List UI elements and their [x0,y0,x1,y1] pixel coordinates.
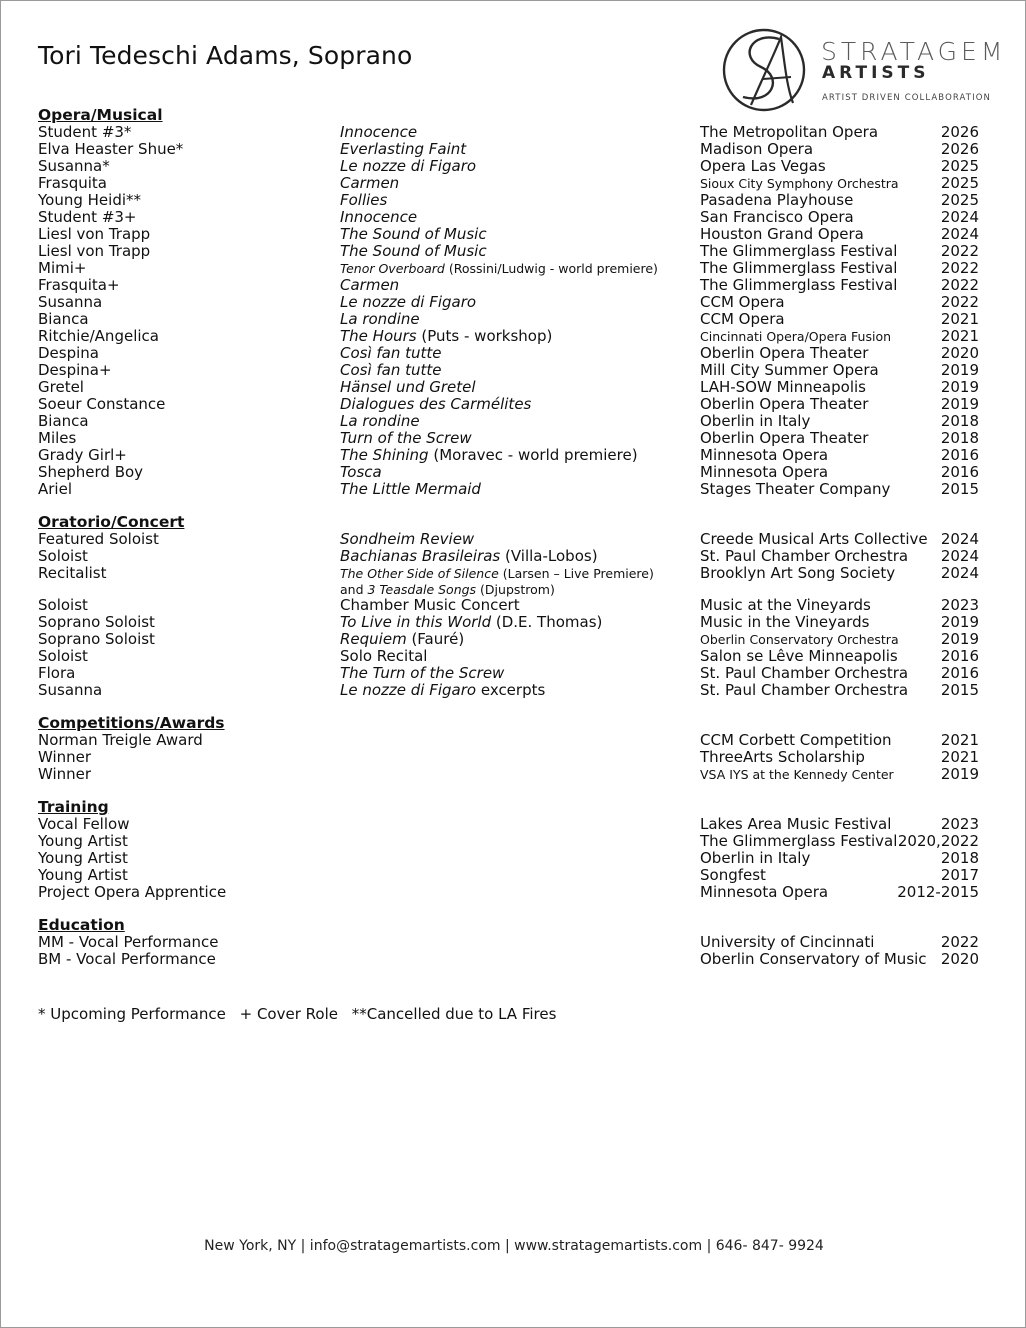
resume-row [38,430,983,447]
work-line [340,613,602,631]
year-cell: 2022 [940,293,979,311]
role-cell: Flora [38,664,76,682]
work-cell [340,464,382,481]
venue-cell: University of Cincinnati [700,933,875,951]
work-title: Così fan tutte [340,361,442,379]
work-line [340,463,382,481]
work-line [340,446,638,464]
year-cell: 2016 [940,463,979,481]
resume-row [38,243,983,260]
work-line [340,378,476,396]
work-line [340,412,420,430]
role-cell: Soprano Soloist [38,613,155,631]
section-title: Competitions/Awards [38,714,225,732]
work-title: Carmen [340,276,400,294]
work-line [340,344,442,362]
work-line [340,480,481,498]
venue-cell: ThreeArts Scholarship [700,748,865,766]
work-title: Carmen [340,174,400,192]
work-line [340,681,545,699]
resume-row [38,548,983,565]
year-cell: 2016 [940,664,979,682]
work-cell [340,226,487,243]
resume-row [38,867,983,884]
year-cell: 2020 [940,950,979,968]
resume-row [38,934,983,951]
work-title: Hänsel und Gretel [340,378,476,396]
year-cell: 2024 [940,564,979,582]
work-note: Chamber Music Concert [340,596,520,614]
role-cell: Frasquita+ [38,276,120,294]
section-opera [38,107,983,498]
work-line [340,276,399,294]
resume-row [38,597,983,614]
section-rows [38,816,983,901]
resume-row [38,464,983,481]
work-title: The Other Side of Silence [340,566,499,581]
venue-cell: Sioux City Symphony Orchestra [700,176,899,191]
venue-cell: Houston Grand Opera [700,225,864,243]
resume-row [38,141,983,158]
work-line [340,664,504,682]
role-cell: Grady Girl+ [38,446,127,464]
venue-cell: Creede Musical Arts Collective [700,530,928,548]
work-cell [340,362,442,379]
year-cell: 2015 [940,681,979,699]
resume-row [38,209,983,226]
venue-cell: Minnesota Opera [700,883,829,901]
role-cell: Featured Soloist [38,530,159,548]
venue-cell: Opera Las Vegas [700,157,826,175]
section-title: Opera/Musical [38,106,163,124]
venue-cell: Stages Theater Company [700,480,891,498]
work-cell [340,141,466,158]
year-cell: 2012-2015 [897,883,979,901]
section-training [38,799,983,901]
work-cell [340,311,420,328]
year-cell: 2018 [940,429,979,447]
resume-row [38,665,983,682]
work-cell [340,379,476,396]
work-line [340,547,598,565]
venue-cell: The Glimmerglass Festival [700,242,898,260]
work-cell [340,430,472,447]
year-cell: 2015 [940,480,979,498]
work-cell [340,345,442,362]
year-cell: 2022 [940,933,979,951]
work-cell [340,682,545,699]
section-rows [38,531,983,699]
venue-cell: VSA IYS at the Kennedy Center [700,767,894,782]
year-cell: 2023 [940,815,979,833]
venue-cell: The Glimmerglass Festival [700,259,898,277]
work-title: The Little Mermaid [340,480,481,498]
brand-subname: ARTISTS [822,63,930,83]
year-cell: 2019 [940,395,979,413]
venue-cell: Songfest [700,866,766,884]
footer-contact: New York, NY | info@stratagemartists.com | www.stratagemartists.com | 646- 847- 9924 [204,1238,824,1254]
work-title: Le nozze di Figaro [340,681,477,699]
role-cell: Ritchie/Angelica [38,327,159,345]
work-title: Dialogues des Carmélites [340,395,532,413]
venue-cell: The Glimmerglass Festival [700,276,898,294]
work-cell [340,597,520,614]
year-cell: 2018 [940,849,979,867]
year-cell: 2016 [940,446,979,464]
section-education [38,917,983,968]
work-cell [340,447,638,464]
work-cell [340,565,654,597]
venue-cell: CCM Opera [700,293,785,311]
resume-row [38,413,983,430]
work-cell [340,481,481,498]
venue-cell: St. Paul Chamber Orchestra [700,547,909,565]
legend-upcoming: * Upcoming Performance [38,1005,226,1023]
year-cell: 2024 [940,530,979,548]
resume-row [38,884,983,901]
role-cell: Recitalist [38,564,107,582]
brand-name: STRATAGEM [821,37,1007,66]
work-line [340,565,654,582]
venue-cell: Music in the Vineyards [700,613,870,631]
role-cell: BM - Vocal Performance [38,950,216,968]
role-cell: Young Artist [38,849,128,867]
venue-cell: St. Paul Chamber Orchestra [700,681,909,699]
venue-cell: Lakes Area Music Festival [700,815,892,833]
venue-cell: Minnesota Opera [700,463,829,481]
legend-cover: + Cover Role [239,1005,338,1023]
work-line [340,140,466,158]
year-cell: 2021 [940,748,979,766]
role-cell: Winner [38,748,92,766]
work-cell [340,614,602,631]
work-line [340,395,531,413]
year-cell: 2024 [940,547,979,565]
work-note: (Moravec - world premiere) [428,446,638,464]
resume-row [38,192,983,209]
role-cell: Susanna [38,293,103,311]
work-title: La rondine [340,412,420,430]
role-cell: Frasquita [38,174,107,192]
resume-row [38,951,983,968]
section-title: Oratorio/Concert [38,513,185,531]
work-title: Turn of the Screw [340,429,472,447]
resume-row [38,766,983,783]
work-line [340,242,487,260]
work-line [340,310,420,328]
venue-cell: Oberlin Opera Theater [700,429,869,447]
venue-cell: CCM Corbett Competition [700,731,892,749]
year-cell: 2021 [940,310,979,328]
work-title: The Sound of Music [340,225,487,243]
role-cell: Young Heidi** [38,191,142,209]
role-cell: Student #3* [38,123,132,141]
section-title: Training [38,798,109,816]
role-cell: Miles [38,429,77,447]
work-cell [340,192,387,209]
role-cell: Susanna [38,681,103,699]
resume-row [38,260,983,277]
work-title: Innocence [340,208,418,226]
resume-row [38,226,983,243]
work-title: Sondheim Review [340,530,475,548]
work-title: Requiem [340,630,407,648]
year-cell: 2024 [940,208,979,226]
resume-row [38,531,983,548]
role-cell: Soloist [38,596,88,614]
resume-row [38,816,983,833]
role-cell: Gretel [38,378,84,396]
venue-cell: Salon se Lêve Minneapolis [700,647,898,665]
resume-row [38,614,983,631]
work-title: 3 Teasdale Songs [367,582,477,597]
role-cell: Student #3+ [38,208,137,226]
role-cell: Susanna* [38,157,110,175]
venue-cell: Oberlin Conservatory of Music [700,950,927,968]
role-cell: MM - Vocal Performance [38,933,219,951]
work-cell [340,531,474,548]
venue-cell: St. Paul Chamber Orchestra [700,664,909,682]
work-title: Innocence [340,123,418,141]
work-line [340,208,417,226]
work-cell [340,548,598,565]
resume-row [38,732,983,749]
work-line [340,530,474,548]
role-cell: Vocal Fellow [38,815,130,833]
work-line [340,630,464,648]
role-cell: Liesl von Trapp [38,242,151,260]
year-cell: 2024 [940,225,979,243]
year-cell: 2019 [940,378,979,396]
venue-cell: Mill City Summer Opera [700,361,879,379]
section-rows [38,124,983,498]
resume-row [38,565,983,597]
venue-cell: Oberlin Opera Theater [700,344,869,362]
section-rows [38,732,983,783]
resume-content [38,107,983,984]
year-cell: 2022 [940,242,979,260]
venue-cell: Madison Opera [700,140,814,158]
year-cell: 2019 [940,630,979,648]
year-cell: 2021 [940,731,979,749]
work-title: The Sound of Music [340,242,487,260]
work-note: (Larsen – Live Premiere) [498,566,654,581]
resume-row [38,277,983,294]
venue-cell: The Metropolitan Opera [700,123,879,141]
year-cell: 2016 [940,647,979,665]
role-cell: Elva Heaster Shue* [38,140,184,158]
section-rows [38,934,983,968]
venue-cell: Oberlin in Italy [700,849,811,867]
work-title: Le nozze di Figaro [340,157,477,175]
work-cell [340,648,427,665]
role-cell: Soloist [38,647,88,665]
work-title: Così fan tutte [340,344,442,362]
work-note: excerpts [476,681,546,699]
work-title: The Hours [340,327,417,345]
work-title: Tenor Overboard [340,261,445,276]
year-cell: 2019 [940,613,979,631]
work-title: Everlasting Faint [340,140,467,158]
resume-row [38,396,983,413]
role-cell: Young Artist [38,866,128,884]
work-note: (D.E. Thomas) [491,613,603,631]
work-line [340,582,654,597]
venue-cell: The Glimmerglass Festival [700,832,898,850]
role-cell: Despina [38,344,99,362]
work-cell [340,631,464,648]
resume-row [38,481,983,498]
work-title: La rondine [340,310,420,328]
year-cell: 2025 [940,191,979,209]
role-cell: Bianca [38,412,89,430]
section-title: Education [38,916,125,934]
work-cell [340,260,658,277]
work-note: (Djupstrom) [476,582,555,597]
role-cell: Soprano Soloist [38,630,155,648]
work-note: (Rossini/Ludwig - world premiere) [444,261,658,276]
resume-row [38,345,983,362]
year-cell: 2025 [940,174,979,192]
year-cell: 2017 [940,866,979,884]
work-cell [340,175,399,192]
work-line [340,361,442,379]
work-title: To Live in this World [340,613,492,631]
role-cell: Liesl von Trapp [38,225,151,243]
venue-cell: Pasadena Playhouse [700,191,854,209]
work-line [340,191,387,209]
year-cell: 2026 [940,123,979,141]
work-line [340,596,520,614]
role-cell: Shepherd Boy [38,463,144,481]
work-note: (Fauré) [406,630,465,648]
work-line [340,174,399,192]
year-cell: 2019 [940,361,979,379]
resume-row [38,175,983,192]
venue-cell: Oberlin Conservatory Orchestra [700,632,899,647]
brand-tagline: ARTIST DRIVEN COLLABORATION [822,93,991,103]
year-cell: 2020,2022 [897,832,979,850]
resume-row [38,682,983,699]
work-line [340,429,472,447]
role-cell: Mimi+ [38,259,87,277]
resume-row [38,749,983,766]
year-cell: 2022 [940,276,979,294]
legend-cancelled: **Cancelled due to LA Fires [351,1005,557,1023]
work-title: Tosca [340,463,382,481]
work-line [340,327,552,345]
venue-cell: Minnesota Opera [700,446,829,464]
work-line [340,259,658,277]
work-cell [340,665,504,682]
work-line [340,647,427,665]
work-cell [340,209,417,226]
work-cell [340,413,420,430]
year-cell: 2025 [940,157,979,175]
work-title: The Shining [340,446,429,464]
role-cell: Project Opera Apprentice [38,883,227,901]
resume-row [38,328,983,345]
work-note: Solo Recital [340,647,428,665]
work-cell [340,277,399,294]
year-cell: 2020 [940,344,979,362]
legend [38,1005,565,1023]
work-title: Follies [340,191,388,209]
role-cell: Ariel [38,480,72,498]
resume-row [38,648,983,665]
venue-cell: LAH-SOW Minneapolis [700,378,866,396]
year-cell: 2022 [940,259,979,277]
work-title: Bachianas Brasileiras [340,547,501,565]
venue-cell: Cincinnati Opera/Opera Fusion [700,329,892,344]
role-cell: Young Artist [38,832,128,850]
resume-row [38,447,983,464]
year-cell: 2026 [940,140,979,158]
year-cell: 2021 [940,327,979,345]
role-cell: Norman Treigle Award [38,731,203,749]
work-cell [340,158,476,175]
work-cell [340,124,417,141]
year-cell: 2023 [940,596,979,614]
work-cell [340,243,487,260]
role-cell: Despina+ [38,361,112,379]
venue-cell: San Francisco Opera [700,208,854,226]
resume-row [38,124,983,141]
role-cell: Soeur Constance [38,395,166,413]
monogram-logo-icon [721,27,811,113]
work-line [340,123,417,141]
venue-cell: CCM Opera [700,310,785,328]
venue-cell: Music at the Vineyards [700,596,871,614]
work-prefix: and [340,582,368,597]
role-cell: Winner [38,765,92,783]
year-cell: 2019 [940,765,979,783]
work-note: (Puts - workshop) [416,327,553,345]
work-cell [340,294,476,311]
venue-cell: Oberlin Opera Theater [700,395,869,413]
work-line [340,157,476,175]
resume-row [38,311,983,328]
section-competitions [38,715,983,783]
resume-row [38,158,983,175]
work-title: The Turn of the Screw [340,664,505,682]
resume-row [38,850,983,867]
resume-row [38,379,983,396]
year-cell: 2018 [940,412,979,430]
resume-row [38,631,983,648]
work-cell [340,396,531,413]
work-title: Le nozze di Figaro [340,293,477,311]
page-title: Tori Tedeschi Adams, Soprano [38,41,413,70]
work-cell [340,328,552,345]
resume-row [38,294,983,311]
role-cell: Bianca [38,310,89,328]
venue-cell: Brooklyn Art Song Society [700,564,896,582]
role-cell: Soloist [38,547,88,565]
work-line [340,225,487,243]
work-line [340,293,476,311]
stratagem-logo [721,27,1007,113]
section-concert [38,514,983,699]
resume-row [38,833,983,850]
resume-row [38,362,983,379]
work-note: (Villa-Lobos) [500,547,598,565]
venue-cell: Oberlin in Italy [700,412,811,430]
